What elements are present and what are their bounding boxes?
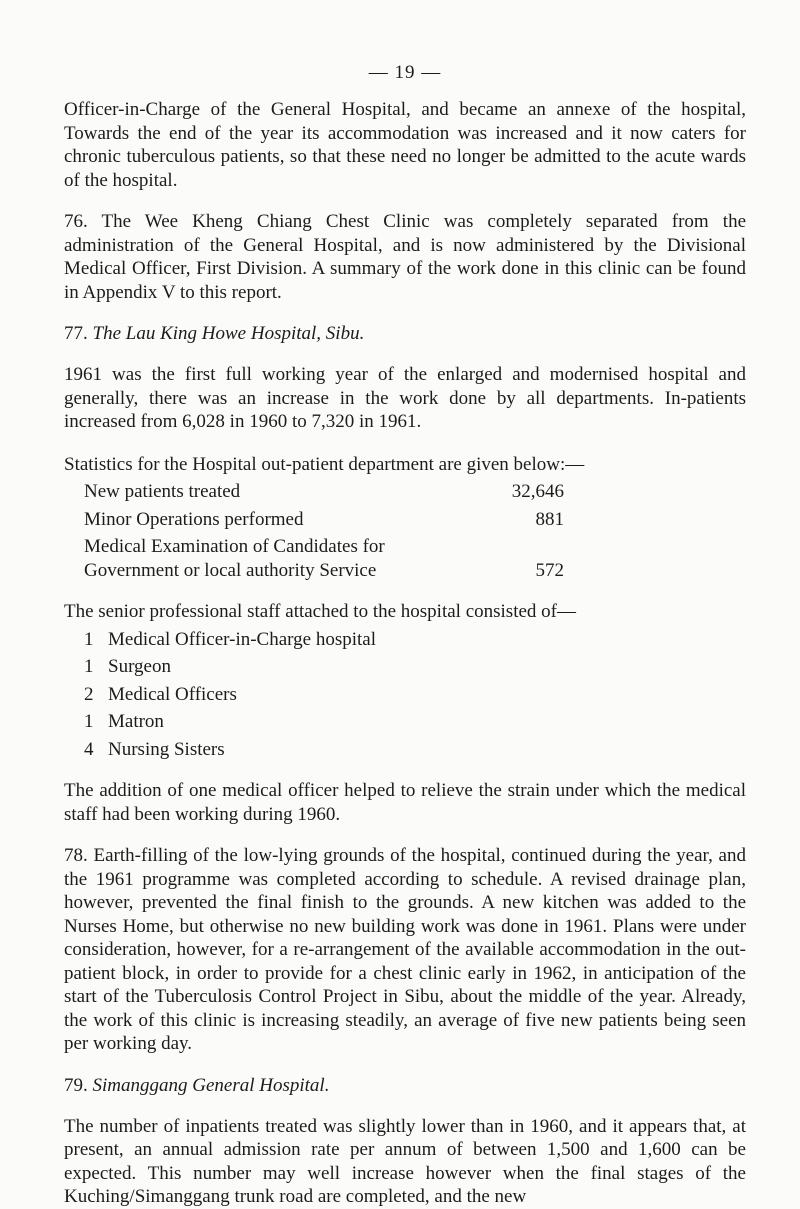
paragraph-76: 76. The Wee Kheng Chiang Chest Clinic was completely separated from the administration of the General Hospital, and is now administered by the Divisional Medical Officer, First Division. A summary of the work done in this clinic can be found in Appendix V to this report. (64, 211, 746, 303)
staff-role: Matron (108, 711, 164, 732)
staff-count: 4 (84, 738, 94, 760)
staff-role: Nursing Sisters (108, 738, 225, 760)
page-number: — 19 — (368, 62, 442, 83)
paragraph-77: 1961 was the first full working year of the enlarged and modernised hospital and generally, there was an increase in the work done by all departments. In-patients increased from 6,028 in 1960 to 7,320 in 1961. (64, 364, 746, 432)
section-number-77: 77. (64, 323, 88, 344)
stats-value: 32,646 (511, 481, 564, 502)
paragraph-continuation: Officer-in-Charge of the General Hospital, and became an annexe of the hospital, Towards the end of the year its accommodation was increased and it now caters for chronic tuberculous patients, so that these need no longer be admitted to the acute wards of the hospital. (64, 99, 746, 191)
section-title-79: Simanggang General Hospital. (92, 1074, 330, 1096)
staff-count: 1 (84, 711, 94, 732)
statistics-intro: Statistics for the Hospital out-patient department are given below:— (64, 453, 585, 475)
staff-list-item (84, 655, 746, 679)
staff-list-item (84, 683, 746, 707)
paragraph-79: The number of inpatients treated was slightly lower than in 1960, and it appears that, at present, an annual admission rate per annum of between 1,500 and 1,600 can be expected. This number may well increase however when the final stages of the Kuching/Simanggang trunk road are completed, and the new (64, 1115, 746, 1207)
section-heading-79 (64, 1075, 746, 1097)
section-number-79: 79. (64, 1074, 88, 1096)
stats-row (84, 480, 564, 504)
staff-role: Medical Officer-in-Charge hospital (108, 628, 376, 650)
stats-label: Medical Examination of Candidates for Government or local authority Service (84, 536, 385, 581)
staff-count: 2 (84, 683, 94, 705)
paragraph-78: 78. Earth-filling of the low-lying grounds of the hospital, continued during the year, and the 1961 programme was completed according to schedule. A revised drainage plan, however, prevented the final finish to the grounds. A new kitchen was added to the Nurses Home, but otherwise no new building work was done in 1961. Plans were under consideration, however, for a re-arrangement of the available accommodation in the out-patient block, in order to provide for a chest clinic early in 1962, in anticipation of the start of the Tuberculosis Control Project in Sibu, about the middle of the year. Already, the work of this clinic is increasing steadily, an average of five new patients being seen per working day. (64, 845, 746, 1054)
stats-label: Minor Operations performed (84, 508, 304, 530)
stats-value: 572 (535, 559, 564, 581)
outpatient-statistics-table (84, 480, 564, 582)
section-title-77: The Lau King Howe Hospital, Sibu. (92, 323, 365, 344)
staff-intro: The senior professional staff attached to the hospital consisted of— (64, 601, 576, 622)
stats-row (84, 535, 564, 582)
staff-role: Surgeon (108, 656, 171, 677)
stats-row (84, 508, 564, 532)
staff-count: 1 (84, 628, 94, 650)
staff-role: Medical Officers (108, 683, 237, 705)
staff-list-item (84, 738, 746, 762)
staff-list (84, 628, 746, 762)
section-heading-77 (64, 323, 746, 345)
stats-value: 881 (535, 508, 564, 530)
stats-label: New patients treated (84, 481, 241, 502)
staff-count: 1 (84, 656, 94, 677)
paragraph-addition: The addition of one medical officer helped to relieve the strain under which the medical staff had been working during 1960. (64, 780, 746, 825)
staff-list-item (84, 710, 746, 734)
staff-list-item (84, 628, 746, 652)
